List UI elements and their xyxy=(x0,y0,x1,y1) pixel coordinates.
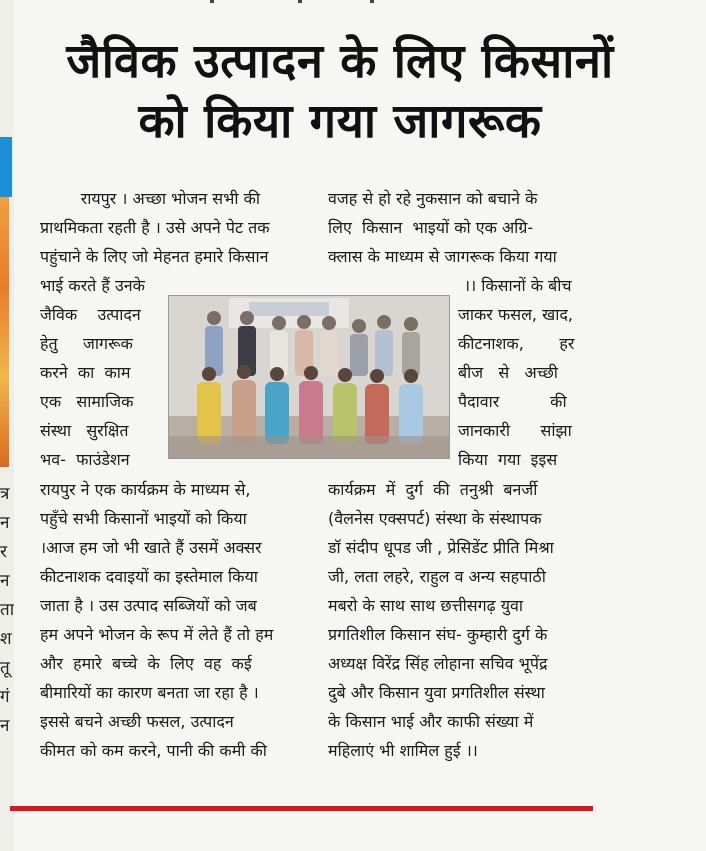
adjacent-column-fragments xyxy=(0,480,14,741)
text-line: हेतु जागरूक xyxy=(40,334,133,353)
column-1-beside-photo xyxy=(40,300,162,474)
text-line: ।आज हम जो भी खाते हैं उसमें अक्सर xyxy=(40,538,262,557)
text-line: क्लास के माध्यम से जागरूक किया गया xyxy=(328,247,557,266)
text-line: ।। किसानों के बीच xyxy=(464,276,572,295)
text-line: महिलाएं भी शामिल हुई ।। xyxy=(328,741,478,760)
text-line: लिए किसान भाइयों को एक अग्रि- xyxy=(328,218,534,237)
fragment: न xyxy=(0,571,10,591)
text-line: कार्यक्रम में दुर्ग की तनुश्री बनर्जी xyxy=(328,480,538,499)
text-line: (वैलनेस एक्सपर्ट) संस्था के संस्थापक xyxy=(328,509,542,528)
text-line: संस्था सुरक्षित xyxy=(40,421,129,440)
text-line: एक सामाजिक xyxy=(40,392,134,411)
column-2-top xyxy=(328,184,592,300)
text-line: भव- फाउंडेशन xyxy=(40,450,130,469)
column-2-beside-photo xyxy=(458,300,592,474)
text-line: हम अपने भोजन के रूप में लेते हैं तो हम xyxy=(40,625,274,644)
fragment: गं xyxy=(0,687,10,707)
text-line: पैदावार की xyxy=(458,392,567,411)
headline-line-1: जैविक उत्पादन के लिए किसानों xyxy=(66,34,614,89)
text-line: और हमारे बच्चे के लिए वह कई xyxy=(40,654,252,673)
fragment: श xyxy=(0,629,12,649)
text-line: डॉ संदीप धूपड जी , प्रेसिडेंट प्रीति मिश्रा xyxy=(328,538,554,557)
text-line: रायपुर ने एक कार्यक्रम के माध्यम से, xyxy=(40,480,251,499)
fragment: तू xyxy=(0,658,10,678)
adjacent-blue-tab xyxy=(0,137,12,197)
text-line: पहुँचे सभी किसानों भाइयों को किया xyxy=(40,509,247,528)
fragment: ता xyxy=(0,600,14,620)
text-line: इससे बचने अच्छी फसल, उत्पादन xyxy=(40,712,234,731)
text-line: कीटनाशक, हर xyxy=(458,334,575,353)
text-line: जाकर फसल, खाद, xyxy=(458,305,573,324)
text-line: बीज से अच्छी xyxy=(458,363,558,382)
fragment: त्र xyxy=(0,484,10,504)
text-line: मबरो के साथ साथ छत्तीसगढ़ युवा xyxy=(328,596,524,615)
text-line: करने का काम xyxy=(40,363,131,382)
text-line: कीमत को कम करने, पानी की कमी की xyxy=(40,741,267,760)
headline-line-2: को किया गया जागरूक xyxy=(138,94,542,149)
text-line: पहुंचाने के लिए जो मेहनत हमारे किसान xyxy=(40,247,269,266)
group-photo xyxy=(168,295,450,459)
text-line: दुबे और किसान युवा प्रगतिशील संस्था xyxy=(328,683,545,702)
text-line: जाता है । उस उत्पाद सब्जियों को जब xyxy=(40,596,257,615)
column-2-bottom xyxy=(328,475,592,765)
text-line: के किसान भाई और काफी संख्या में xyxy=(328,712,534,731)
text-line: जी, लता लहरे, राहुल व अन्य सहपाठी xyxy=(328,567,546,586)
text-line: प्रगतिशील किसान संघ- कुम्हारी दुर्ग के xyxy=(328,625,548,644)
text-line: जानकारी सांझा xyxy=(458,421,572,440)
text-line: कीटनाशक दवाइयों का इस्तेमाल किया xyxy=(40,567,258,586)
column-1-bottom xyxy=(40,475,305,765)
column-1-top xyxy=(40,184,302,300)
text-line: अध्यक्ष विरेंद्र सिंह लोहाना सचिव भूपेंद्र xyxy=(328,654,548,673)
text-line: प्राथमिकता रहती है । उसे अपने पेट तक xyxy=(40,218,270,237)
text-line: रायपुर । अच्छा भोजन सभी की xyxy=(40,189,261,208)
text-line: वजह से हो रहे नुकसान को बचाने के xyxy=(328,189,538,208)
text-line: जैविक उत्पादन xyxy=(40,305,141,324)
group-photo-illustration xyxy=(169,296,449,458)
bottom-red-rule xyxy=(10,806,593,811)
fragment: र xyxy=(0,542,7,562)
top-edge-marks xyxy=(210,0,410,4)
fragment: न xyxy=(0,513,10,533)
adjacent-photo-edge xyxy=(0,197,9,467)
text-line: बीमारियों का कारण बनता जा रहा है । xyxy=(40,683,259,702)
text-line: किया गया इइस xyxy=(458,450,558,469)
fragment: न xyxy=(0,716,10,736)
text-line: भाई करते हैं उनके xyxy=(40,276,145,295)
